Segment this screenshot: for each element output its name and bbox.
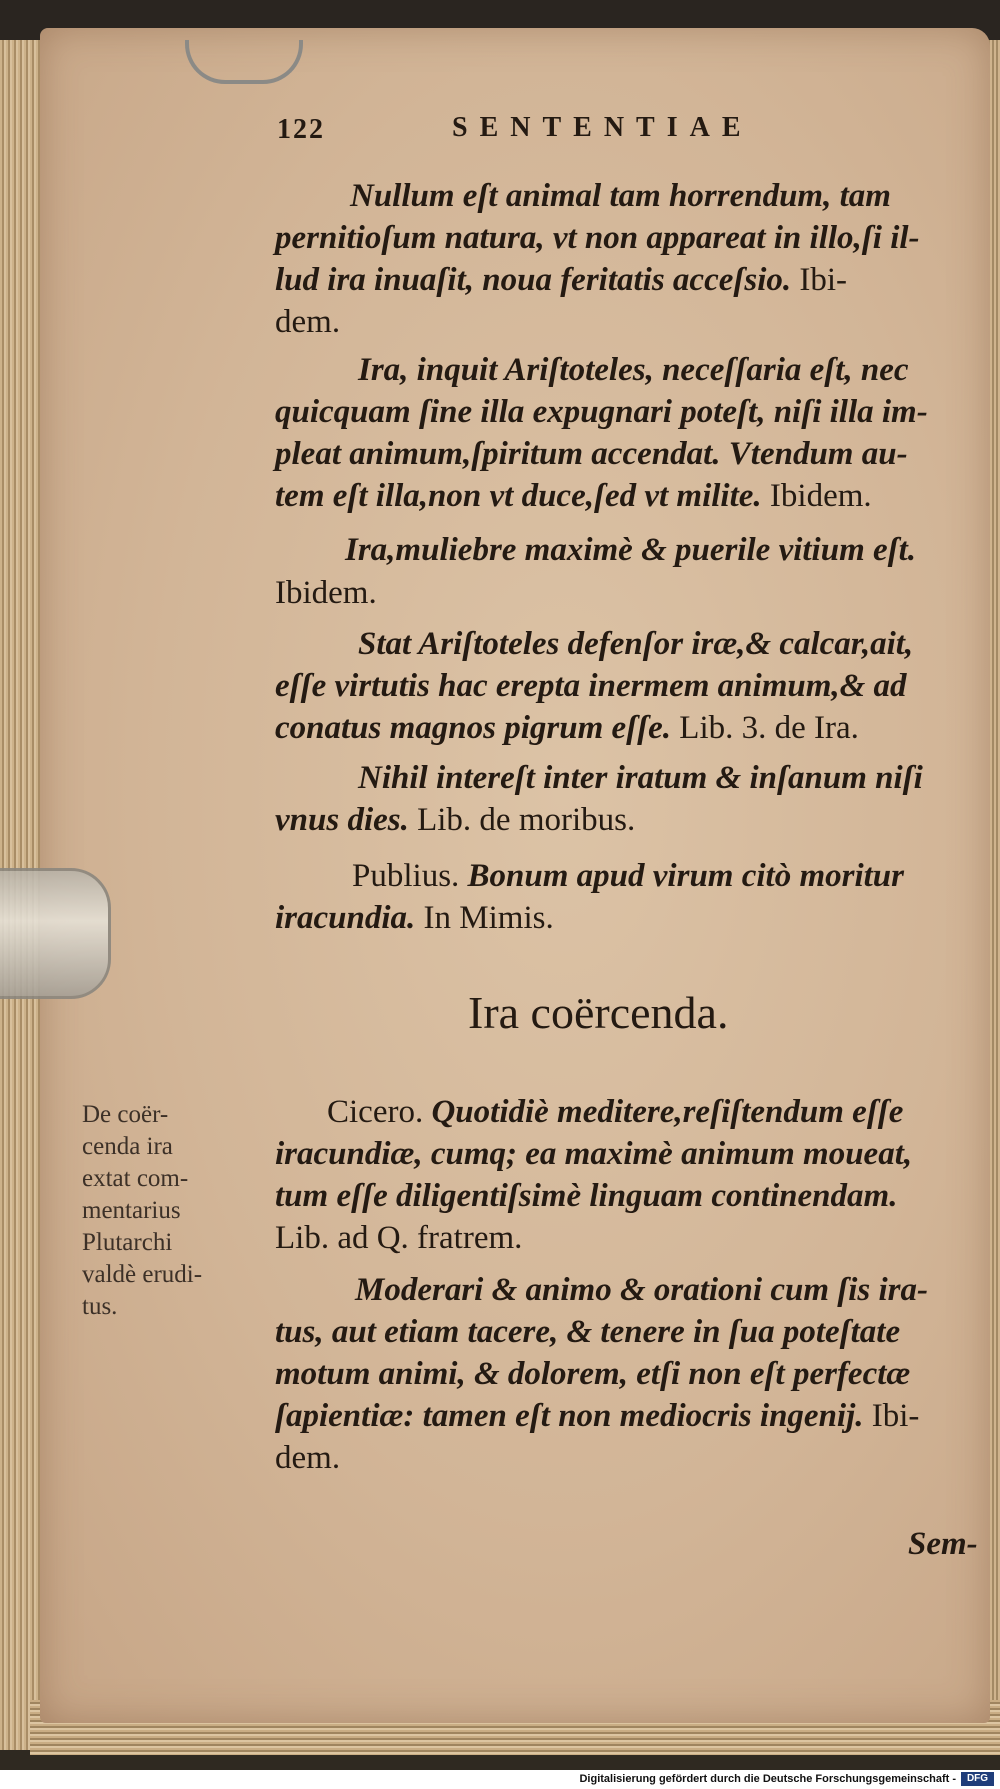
text-segment: Stat Ariſtoteles defenſor iræ,& calcar,ait, (358, 626, 914, 662)
text-segment: tem eſt illa,non vt duce,ſed vt milite. (275, 478, 770, 514)
text-segment: Ibidem. (769, 478, 872, 514)
text-segment: Ibidem. (275, 575, 377, 611)
text-segment: Lib. 3. de Ira. (679, 710, 859, 746)
book-clip-left (0, 868, 111, 999)
text-line (275, 712, 859, 745)
text-segment: Bonum apud virum citò moritur (467, 858, 904, 894)
text-segment: tum eſſe diligentiſsimè linguam continendam. (275, 1178, 898, 1214)
text-segment: Moderari & animo & orationi cum ſis ira- (355, 1272, 928, 1308)
marginal-note-line: extat com- (82, 1165, 189, 1192)
dfg-logo: DFG (961, 1772, 994, 1786)
footer-credit: Digitalisierung gefördert durch die Deutsche Forschungsgemeinschaft - (579, 1773, 956, 1785)
marginal-note-line: tus. (82, 1293, 118, 1320)
text-line (275, 1222, 522, 1255)
text-line (327, 1096, 903, 1129)
section-heading: Ira coërcenda. (468, 987, 729, 1038)
text-line (275, 670, 907, 703)
text-segment: eſſe virtutis hac erepta inermem animum,& ad (275, 668, 907, 704)
text-line (358, 354, 909, 387)
text-segment: pleat animum,ſpiritum accendat. Vtendum au- (275, 436, 908, 472)
text-segment: pernitioſum natura, vt non appareat in illo,ſi il- (275, 220, 920, 256)
text-line (358, 628, 913, 661)
text-line (275, 1180, 897, 1213)
text-segment: Publius. (352, 858, 468, 894)
text-segment: ſapientiæ: tamen eſt non mediocris ingenij. (275, 1398, 872, 1434)
text-segment: dem. (275, 304, 341, 340)
text-segment: lud ira inuaſit, noua feritatis acceſsio. (275, 262, 800, 298)
text-segment: Ira, inquit Ariſtoteles, neceſſaria eſt, nec (358, 352, 909, 388)
text-line (275, 480, 872, 513)
text-line (355, 1274, 928, 1307)
text-segment: Nihil intereſt inter iratum & inſanum niſi (358, 760, 923, 796)
text-segment: Lib. de moribus. (417, 802, 636, 838)
text-segment: quicquam ſine illa expugnari poteſt, niſi illa im- (275, 394, 928, 430)
text-line (275, 1442, 340, 1475)
page-number: 122 (277, 114, 325, 145)
text-line (275, 902, 554, 935)
marginal-note-line: mentarius (82, 1197, 181, 1224)
text-segment: Ibi- (799, 262, 848, 298)
text-segment: Cicero. (327, 1094, 432, 1130)
text-segment: dem. (275, 1440, 341, 1476)
text-line (275, 438, 908, 471)
text-line (275, 1358, 910, 1391)
text-segment: iracundiæ, cumq; ea maximè animum moueat, (275, 1136, 913, 1172)
text-line (345, 534, 916, 567)
marginal-note-line: De coër- (82, 1101, 169, 1128)
text-segment: Quotidiè meditere,reſiſtendum eſſe (431, 1094, 904, 1130)
text-line (352, 860, 904, 893)
text-line (350, 180, 891, 213)
text-line (275, 264, 847, 297)
text-line (275, 396, 928, 429)
digitization-footer (0, 1770, 1000, 1789)
text-line (275, 1316, 900, 1349)
text-segment: In Mimis. (423, 900, 554, 936)
text-segment: conatus magnos pigrum eſſe. (275, 710, 680, 746)
text-segment: Ibi- (871, 1398, 920, 1434)
text-line (275, 577, 377, 610)
marginal-note-line: valdè erudi- (82, 1261, 203, 1288)
text-segment: tus, aut etiam tacere, & tenere in ſua poteſtate (275, 1314, 901, 1350)
text-line (275, 306, 340, 339)
text-line (358, 762, 923, 795)
text-line (275, 222, 920, 255)
text-segment: motum animi, & dolorem, etſi non eſt perfectæ (275, 1356, 911, 1392)
text-segment: Nullum eſt animal tam horrendum, tam (350, 178, 891, 214)
text-line (275, 804, 635, 837)
text-segment: iracundia. (275, 900, 424, 936)
text-segment: Lib. ad Q. fratrem. (275, 1220, 523, 1256)
catchword: Sem- (908, 1526, 978, 1562)
text-line (275, 1400, 919, 1433)
text-segment: Ira,muliebre maximè & puerile vitium eſt. (345, 532, 917, 568)
marginal-note-line: Plutarchi (82, 1229, 173, 1256)
text-segment: vnus dies. (275, 802, 418, 838)
text-line (275, 1138, 912, 1171)
marginal-note-line: cenda ira (82, 1133, 173, 1160)
running-title: SENTENTIAE (452, 112, 753, 143)
